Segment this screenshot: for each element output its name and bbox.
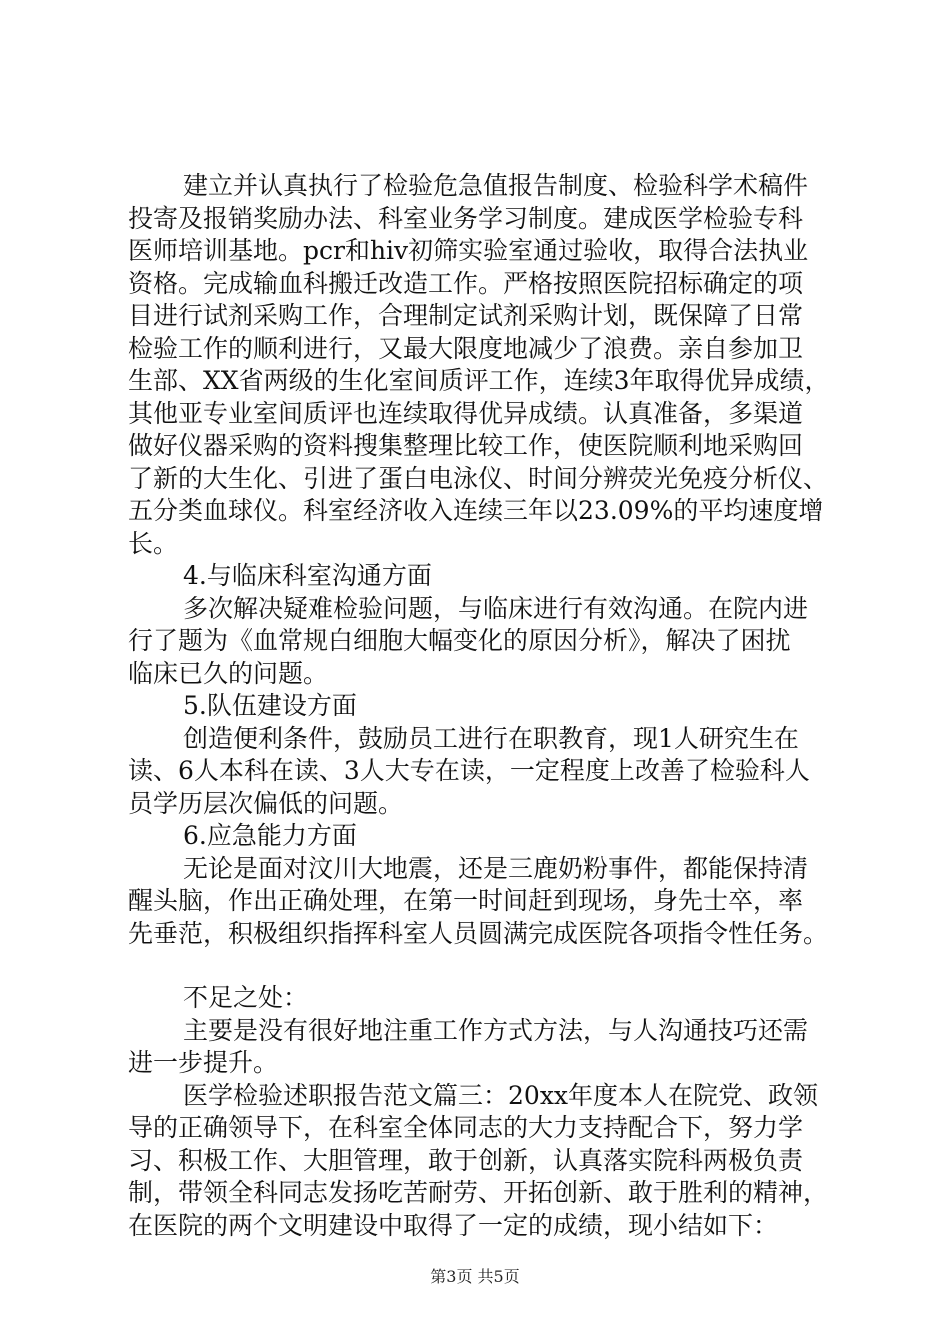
text-line: 无论是面对汶川大地震，还是三鹿奶粉事件，都能保持清	[183, 853, 809, 883]
text-line: 检验工作的顺利进行，又最大限度地减少了浪费。亲自参加卫	[128, 333, 804, 363]
blank-line	[128, 950, 850, 982]
paragraph	[128, 853, 850, 951]
text-line: 习、积极工作、大胆管理，敢于创新，认真落实院科两极负责	[128, 1145, 804, 1175]
document-body	[128, 170, 850, 1242]
text-line: 读、6人本科在读、3人大专在读，一定程度上改善了检验科人	[128, 756, 810, 785]
page-number: 第3页 共5页	[430, 1267, 520, 1286]
paragraph	[128, 1015, 850, 1080]
section-heading: 5.队伍建设方面	[183, 691, 357, 720]
text-line: 员学历层次偏低的问题。	[128, 788, 404, 818]
text-line: 在医院的两个文明建设中取得了一定的成绩，现小结如下：	[128, 1210, 779, 1240]
text-line: 创造便利条件，鼓励员工进行在职教育，现1人研究生在	[183, 723, 799, 753]
section-heading: 不足之处：	[183, 983, 309, 1012]
text-line: 医学检验述职报告范文篇三：20xx年度本人在院党、政领	[183, 1080, 819, 1110]
text-line: 长。	[128, 528, 179, 558]
text-line: 建立并认真执行了检验危急值报告制度、检验科学术稿件	[183, 171, 809, 200]
text-line: 了新的大生化、引进了蛋白电泳仪、时间分辨荧光免疫分析仪、	[128, 463, 829, 493]
paragraph	[128, 723, 850, 821]
section-heading: 4.与临床科室沟通方面	[183, 561, 432, 590]
text-line: 多次解决疑难检验问题，与临床进行有效沟通。在院内进	[183, 593, 809, 623]
text-line: 主要是没有很好地注重工作方式方法，与人沟通技巧还需	[183, 1015, 809, 1045]
text-line: 其他亚专业室间质评也连续取得优异成绩。认真准备，多渠道	[128, 398, 804, 428]
text-line: 行了题为《血常规白细胞大幅变化的原因分析》，解决了困扰	[128, 626, 791, 655]
text-line: 进一步提升。	[128, 1048, 279, 1077]
text-line: 五分类血球仪。科室经济收入连续三年以23.09%的平均速度增	[128, 496, 824, 525]
paragraph	[128, 593, 850, 691]
text-line: 生部、XX省两级的生化室间质评工作，连续3年取得优异成绩，	[128, 366, 830, 395]
text-line: 导的正确领导下，在科室全体同志的大力支持配合下，努力学	[128, 1113, 804, 1142]
text-line: 临床已久的问题。	[128, 658, 329, 688]
text-line: 先垂范，积极组织指挥科室人员圆满完成医院各项指令性任务。	[128, 918, 829, 948]
text-line: 投寄及报销奖励办法、科室业务学习制度。建成医学检验专科	[128, 203, 804, 233]
text-line: 资格。完成输血科搬迁改造工作。严格按照医院招标确定的项	[128, 268, 804, 298]
text-line: 目进行试剂采购工作，合理制定试剂采购计划，既保障了日常	[128, 301, 804, 330]
text-line: 醒头脑，作出正确处理，在第一时间赶到现场，身先士卒，率	[128, 886, 804, 915]
paragraph	[128, 170, 850, 560]
text-line: 做好仪器采购的资料搜集整理比较工作，使医院顺利地采购回	[128, 431, 804, 460]
section-heading: 6.应急能力方面	[183, 821, 357, 850]
paragraph	[128, 1080, 850, 1243]
text-line: 制，带领全科同志发扬吃苦耐劳、开拓创新、敢于胜利的精神，	[128, 1178, 829, 1207]
text-line: 医师培训基地。pcr和hiv初筛实验室通过验收，取得合法执业	[128, 236, 809, 265]
